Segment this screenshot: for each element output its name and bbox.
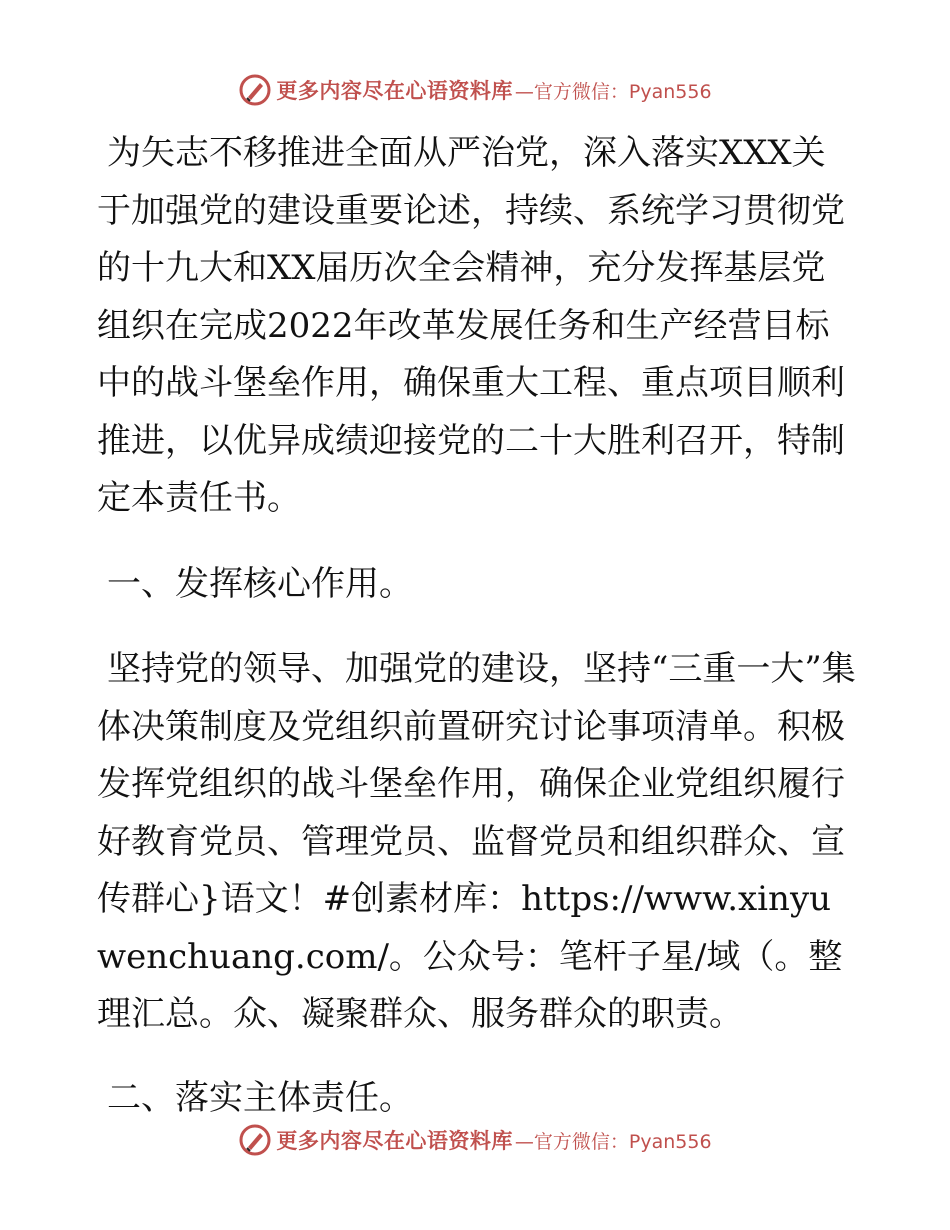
section1-paragraph: 坚持党的领导、加强党的建设，坚持“三重一大”集体决策制度及党组织前置研究讨论事项清单。积极发挥党组织的战斗堡垒作用，确保企业党组织履行好教育党员、管理党员、监督党员和组织群众、宣传群心}语文！#创素材库：https://www.xinyuwenchuang.com/。公众号：笔杆子星/域（。整理汇总。众、凝聚群众、服务群众的职责。 [97, 649, 856, 1034]
section2-heading: 二、落实主体责任。 [107, 1077, 413, 1118]
banner-sub-text: —官方微信：Pyan556 [514, 1130, 712, 1153]
section1-heading: 一、发挥核心作用。 [107, 563, 413, 604]
banner-main-text: 更多内容尽在心语资料库 [276, 1129, 513, 1153]
intro-paragraph: 为矢志不移推进全面从严治党，深入落实XXX关于加强党的建设重要论述，持续、系统学习贯彻党的十九大和XX届历次全会精神，充分发挥基层党组织在完成2022年改革发展任务和生产经营目标中的战斗堡垒作用，确保重大工程、重点项目顺利推进，以优异成绩迎接党的二十大胜利召开，特制定本责任书。 [97, 133, 845, 518]
banner-sub-text: —官方微信：Pyan556 [514, 80, 712, 103]
document-body [97, 125, 857, 1127]
banner-main-text: 更多内容尽在心语资料库 [276, 79, 513, 103]
pen-logo-icon [238, 1123, 272, 1157]
pen-logo-icon [238, 73, 272, 107]
footer-banner [0, 1120, 950, 1160]
header-banner [0, 70, 950, 110]
